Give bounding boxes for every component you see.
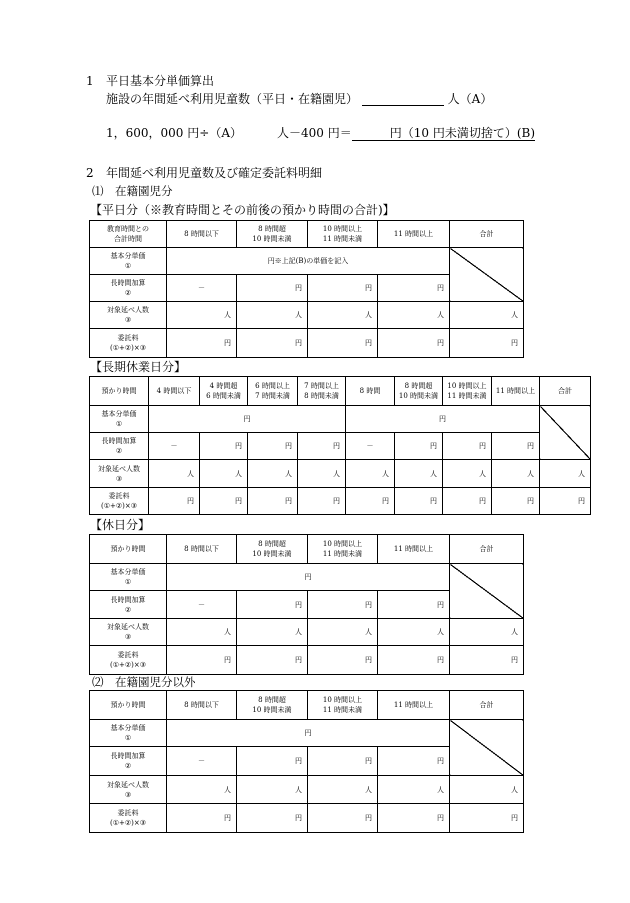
col-l2: 10 時間未満 (252, 706, 292, 714)
yen-cell[interactable]: 円 (298, 488, 346, 515)
col-l1: 8 時間超 (404, 382, 433, 390)
label: 対象延べ人数 (107, 780, 149, 789)
yen-cell[interactable]: 円 (200, 488, 248, 515)
col-l1: 8 時間以下 (184, 230, 219, 238)
yen-cell[interactable]: 円 (237, 275, 308, 302)
section2-number: 2 (86, 166, 94, 180)
yen-cell[interactable]: 円 (492, 433, 540, 460)
diagonal-cell (450, 720, 524, 776)
weekday-corner-l1: 教育時間との (107, 225, 149, 233)
non-enrolled-table (89, 690, 524, 833)
person-cell[interactable]: 人 (450, 302, 524, 329)
person-cell[interactable]: 人 (308, 302, 378, 329)
row-label-base-price (90, 248, 167, 275)
person-cell[interactable]: 人 (540, 460, 591, 488)
holiday-col-header (237, 535, 308, 564)
col-l2: 10 時間未満 (398, 392, 439, 400)
long-base-price-cell-2[interactable]: 円 (346, 406, 540, 433)
row-label-persons (90, 460, 149, 488)
annual-children-blank[interactable] (362, 93, 444, 106)
unit-price-formula-left: 1，600，000 円÷（A） (106, 126, 242, 140)
weekday-col-header (237, 221, 308, 248)
yen-cell[interactable]: 円 (167, 646, 237, 675)
yen-cell[interactable]: 円 (378, 275, 450, 302)
col-l1: 11 時間以上 (393, 701, 434, 709)
yen-cell[interactable]: 円 (395, 433, 443, 460)
unit-price-formula-mid: 人－400 円＝ (277, 126, 352, 140)
long-col-header (248, 377, 298, 406)
label: 委託料 (117, 809, 139, 817)
row-label-fee (90, 488, 149, 515)
long-col-header (200, 377, 248, 406)
yen-cell[interactable]: 円 (167, 804, 237, 833)
label-no: ② (124, 289, 132, 297)
label-no: ② (124, 605, 132, 614)
unit-price-result: 円（10 円未満切捨て）(B) (389, 126, 536, 140)
holiday-col-header (308, 535, 378, 564)
section2-title: 年間延べ利用児童数及び確定委託料明細 (106, 166, 323, 180)
annual-children-unit: 人（A） (447, 92, 493, 106)
dash-cell: － (167, 275, 237, 302)
dash-cell: － (167, 591, 237, 619)
row-label-base-price (90, 564, 167, 591)
yen-cell[interactable]: 円 (378, 329, 450, 358)
long-col-header (149, 377, 200, 406)
person-cell[interactable]: 人 (167, 776, 237, 804)
dash-cell: － (149, 433, 200, 460)
col-l2: 11 時間未満 (447, 392, 487, 400)
col-l1: 10 時間以上 (322, 225, 363, 233)
yen-cell[interactable]: 円 (395, 488, 443, 515)
weekday-col-header (450, 221, 524, 248)
yen-cell[interactable]: 円 (298, 433, 346, 460)
person-cell[interactable]: 人 (378, 776, 450, 804)
label: 対象延べ人数 (107, 306, 149, 314)
col-l1: 合計 (558, 387, 572, 395)
col-l1: 8 時間以下 (184, 701, 219, 709)
holiday-col-header (450, 535, 524, 564)
label: 委託料 (117, 334, 139, 342)
dash-cell: － (167, 747, 237, 776)
diagonal-cell (540, 406, 591, 460)
col-l1: 8 時間 (359, 387, 381, 395)
label-no: ② (124, 762, 132, 770)
person-cell[interactable]: 人 (378, 619, 450, 646)
label: 基本分単価 (110, 568, 146, 576)
label-no: ③ (124, 633, 132, 641)
col-l1: 10 時間以上 (322, 696, 363, 704)
row-label-long-hours (90, 433, 149, 460)
row-label-fee (90, 329, 167, 358)
subsection-enrolled: ⑴ 在籍園児分 (92, 184, 173, 198)
person-cell[interactable]: 人 (149, 460, 200, 488)
other-corner-header: 預かり時間 (90, 691, 167, 720)
person-cell[interactable]: 人 (395, 460, 443, 488)
person-cell[interactable]: 人 (308, 619, 378, 646)
label-no: ① (124, 578, 132, 586)
col-l1: 合計 (479, 230, 494, 238)
holiday-corner-header: 預かり時間 (90, 535, 167, 564)
person-cell[interactable]: 人 (492, 460, 540, 488)
other-col-header (237, 691, 308, 720)
person-cell[interactable]: 人 (450, 619, 524, 646)
other-col-header (450, 691, 524, 720)
label-no: ② (115, 447, 123, 455)
label: 基本分単価 (101, 410, 137, 418)
col-l2: 10 時間未満 (252, 235, 292, 243)
yen-cell[interactable]: 円 (237, 646, 308, 675)
long-col-header (540, 377, 591, 406)
long-col-header (395, 377, 443, 406)
label-no: ③ (115, 474, 123, 483)
person-cell[interactable]: 人 (237, 776, 308, 804)
yen-cell[interactable]: 円 (237, 329, 308, 358)
yen-cell[interactable]: 円 (443, 433, 492, 460)
yen-cell[interactable]: 円 (237, 747, 308, 776)
weekday-col-header (378, 221, 450, 248)
label-no: ① (115, 420, 123, 428)
holiday-col-header (167, 535, 237, 564)
yen-cell[interactable]: 円 (308, 747, 378, 776)
label: 委託料 (117, 651, 139, 659)
row-label-fee (90, 646, 167, 675)
label-no: ① (124, 262, 132, 270)
person-cell[interactable]: 人 (167, 302, 237, 329)
long-vacation-table-heading: 【長期休業日分】 (90, 360, 187, 374)
annual-children-line (106, 92, 492, 106)
yen-cell[interactable]: 円 (248, 433, 298, 460)
yen-cell[interactable]: 円 (378, 591, 450, 619)
yen-cell[interactable]: 円 (378, 747, 450, 776)
person-cell[interactable]: 人 (450, 776, 524, 804)
label: 長時間加算 (101, 437, 137, 445)
label-no: (①+②)×③ (109, 819, 147, 827)
person-cell[interactable]: 人 (298, 460, 346, 488)
annual-children-label: 施設の年間延べ利用児童数（平日・在籍園児） (106, 92, 359, 106)
col-l1: 11 時間以上 (393, 545, 434, 553)
col-l2: 11 時間未満 (322, 550, 363, 558)
label: 長時間加算 (110, 752, 146, 760)
holiday-base-price-cell[interactable]: 円 (167, 564, 450, 591)
label-no: (①+②)×③ (109, 661, 147, 669)
col-l1: 7 時間以上 (304, 382, 339, 390)
row-label-long-hours (90, 591, 167, 619)
person-cell[interactable]: 人 (167, 619, 237, 646)
weekday-base-price-cell[interactable]: 円※上記(B)の単価を記入 (167, 248, 450, 275)
person-cell[interactable]: 人 (378, 302, 450, 329)
holiday-col-header (378, 535, 450, 564)
person-cell[interactable]: 人 (248, 460, 298, 488)
long-col-header (443, 377, 492, 406)
yen-cell[interactable]: 円 (237, 804, 308, 833)
row-label-fee (90, 804, 167, 833)
col-l1: 11 時間以上 (393, 230, 434, 238)
label-no: ① (124, 734, 132, 742)
yen-cell[interactable]: 円 (308, 329, 378, 358)
long-col-header (492, 377, 540, 406)
other-col-header (308, 691, 378, 720)
col-l1: 8 時間以下 (184, 545, 219, 553)
col-l1: 10 時間以上 (447, 382, 487, 390)
weekday-table-heading: 【平日分（※教育時間とその前後の預かり時間の合計)】 (90, 203, 395, 217)
label: 対象延べ人数 (98, 464, 140, 473)
subsection-non-enrolled: ⑵ 在籍園児分以外 (92, 675, 196, 689)
label-no: ③ (124, 790, 132, 799)
dash-cell: － (346, 433, 395, 460)
unit-price-blank[interactable] (352, 128, 390, 141)
yen-cell[interactable]: 円 (248, 488, 298, 515)
person-cell[interactable]: 人 (346, 460, 395, 488)
col-l1: 8 時間超 (258, 696, 286, 704)
holiday-table-heading: 【休日分】 (90, 518, 151, 532)
yen-cell[interactable]: 円 (308, 591, 378, 619)
weekday-corner-l2: 合計時間 (114, 235, 142, 243)
yen-cell[interactable]: 円 (200, 433, 248, 460)
weekday-table (89, 220, 524, 358)
label: 長時間加算 (110, 595, 146, 604)
long-base-price-cell-1[interactable]: 円 (149, 406, 346, 433)
row-label-base-price (90, 720, 167, 747)
unit-price-formula (277, 126, 535, 141)
yen-cell[interactable]: 円 (308, 275, 378, 302)
label-no: (①+②)×③ (109, 344, 147, 352)
yen-cell[interactable]: 円 (308, 646, 378, 675)
row-label-persons (90, 302, 167, 329)
col-l1: 8 時間超 (258, 540, 286, 548)
long-col-header (298, 377, 346, 406)
label-no: (①+②)×③ (100, 502, 138, 510)
long-corner-header: 預かり時間 (90, 377, 149, 406)
yen-cell[interactable]: 円 (443, 488, 492, 515)
yen-cell[interactable]: 円 (378, 646, 450, 675)
col-l1: 4 時間超 (209, 382, 238, 390)
yen-cell[interactable]: 円 (492, 488, 540, 515)
holiday-table (89, 534, 524, 675)
weekday-col-header (167, 221, 237, 248)
yen-cell[interactable]: 円 (149, 488, 200, 515)
row-label-long-hours (90, 747, 167, 776)
col-l1: 11 時間以上 (495, 387, 536, 395)
label: 委託料 (108, 492, 130, 500)
yen-cell[interactable]: 円 (237, 591, 308, 619)
label: 基本分単価 (110, 252, 146, 260)
row-label-base-price (90, 406, 149, 433)
yen-cell[interactable]: 円 (167, 329, 237, 358)
col-l2: 8 時間未満 (304, 392, 339, 400)
col-l1: 10 時間以上 (322, 540, 363, 548)
col-l1: 6 時間以上 (255, 382, 290, 390)
yen-cell[interactable]: 円 (346, 488, 395, 515)
diagonal-cell (450, 248, 524, 302)
label: 対象延べ人数 (107, 623, 149, 631)
weekday-col-header (308, 221, 378, 248)
section1-title: 平日基本分単価算出 (106, 74, 215, 88)
col-l2: 6 時間未満 (206, 392, 241, 400)
yen-cell[interactable]: 円 (378, 804, 450, 833)
yen-cell[interactable]: 円 (450, 329, 524, 358)
label: 基本分単価 (110, 724, 146, 732)
label-no: ③ (124, 316, 132, 324)
person-cell[interactable]: 人 (237, 619, 308, 646)
row-label-long-hours (90, 275, 167, 302)
col-l1: 合計 (479, 701, 494, 709)
other-base-price-cell[interactable]: 円 (167, 720, 450, 747)
col-l1: 8 時間超 (258, 225, 286, 233)
long-vacation-table (89, 376, 591, 515)
other-col-header (378, 691, 450, 720)
long-col-header (346, 377, 395, 406)
col-l1: 4 時間以下 (156, 387, 192, 395)
col-l2: 7 時間未満 (255, 392, 290, 400)
yen-cell[interactable]: 円 (540, 488, 591, 515)
col-l2: 10 時間未満 (252, 550, 292, 558)
diagonal-cell (450, 564, 524, 619)
col-l1: 合計 (479, 545, 494, 553)
person-cell[interactable]: 人 (200, 460, 248, 488)
person-cell[interactable]: 人 (237, 302, 308, 329)
row-label-persons (90, 776, 167, 804)
other-col-header (167, 691, 237, 720)
person-cell[interactable]: 人 (443, 460, 492, 488)
weekday-corner-header (90, 221, 167, 248)
yen-cell[interactable]: 円 (450, 804, 524, 833)
yen-cell[interactable]: 円 (450, 646, 524, 675)
row-label-persons (90, 619, 167, 646)
yen-cell[interactable]: 円 (308, 804, 378, 833)
person-cell[interactable]: 人 (308, 776, 378, 804)
col-l2: 11 時間未満 (322, 235, 363, 243)
label: 長時間加算 (110, 279, 146, 287)
section1-number: 1 (86, 74, 94, 88)
col-l2: 11 時間未満 (322, 706, 363, 714)
